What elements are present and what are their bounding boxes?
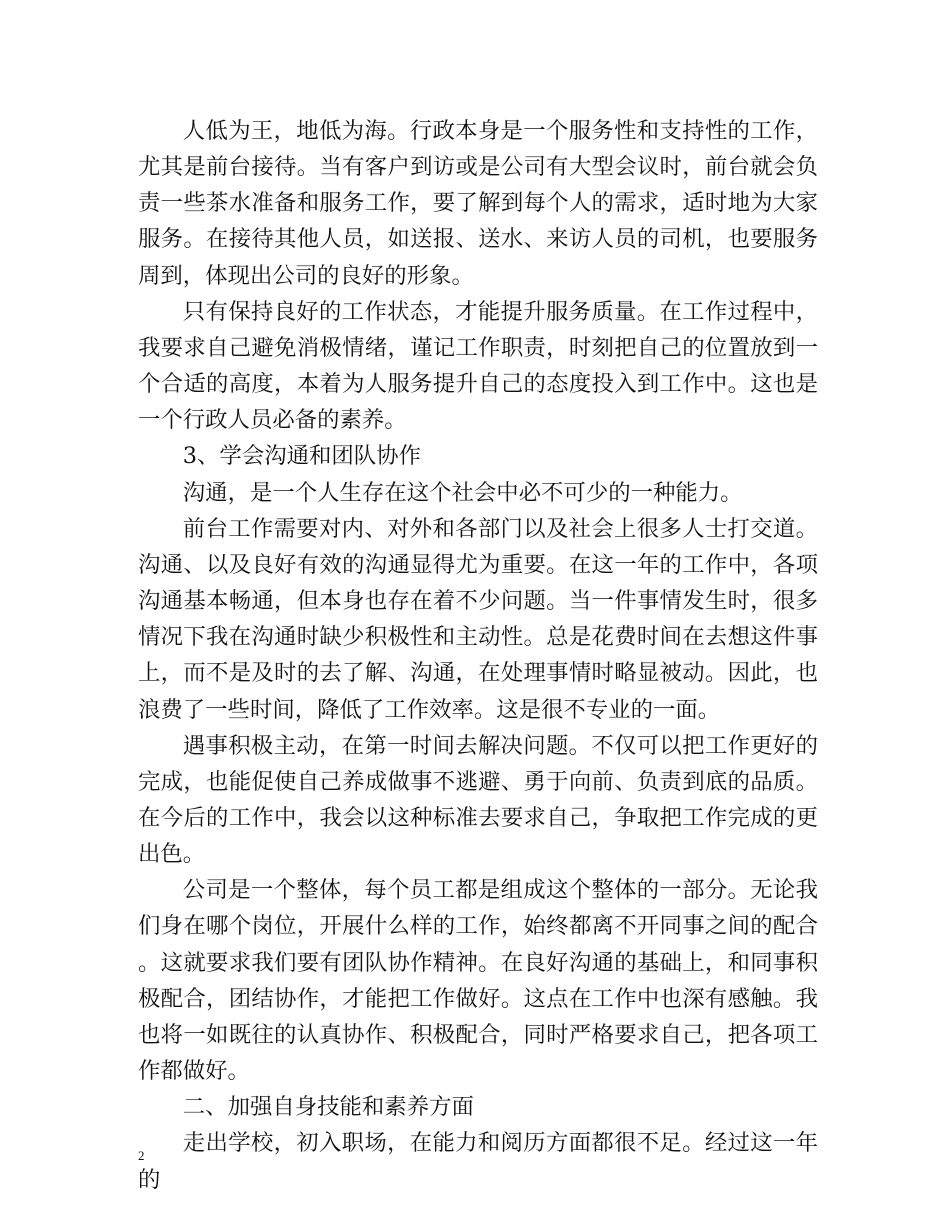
paragraph: 沟通，是一个人生存在这个社会中必不可少的一种能力。 bbox=[182, 479, 743, 506]
document-body bbox=[138, 113, 818, 1198]
section-heading: 3、学会沟通和团队协作 bbox=[182, 443, 421, 470]
paragraph: 前台工作需要对内、对外和各部门以及社会上很多人士打交道。沟通、以及良好有效的沟通显得尤为重要。在这一年的工作中，各项沟通基本畅通，但本身也存在着不少问题。当一件事情发生时，很多情况下我在沟通时缺少积极性和主动性。总是花费时间在去想这件事上，而不是及时的去了解、沟通，在处理事情时略显被动。因此，也浪费了一些时间，降低了工作效率。这是很不专业的一面。 bbox=[138, 515, 818, 723]
paragraph: 走出学校，初入职场，在能力和阅历方面都很不足。经过这一年的 bbox=[138, 1130, 818, 1193]
section-heading: 二、加强自身技能和素养方面 bbox=[182, 1094, 474, 1121]
paragraph: 人低为王，地低为海。行政本身是一个服务性和支持性的工作，尤其是前台接待。当有客户到访或是公司有大型会议时，前台就会负责一些茶水准备和服务工作，要了解到每个人的需求，适时地为大家服务。在接待其他人员，如送报、送水、来访人员的司机，也要服务周到，体现出公司的良好的形象。 bbox=[138, 118, 818, 289]
paragraph: 公司是一个整体，每个员工都是组成这个整体的一部分。无论我们身在哪个岗位，开展什么样的工作，始终都离不开同事之间的配合。这就要求我们要有团队协作精神。在良好沟通的基础上，和同事积极配合，团结协作，才能把工作做好。这点在工作中也深有感触。我也将一如既往的认真协作、积极配合，同时严格要求自己，把各项工作都做好。 bbox=[138, 877, 818, 1085]
page-number: 2 bbox=[138, 1148, 145, 1163]
paragraph: 只有保持良好的工作状态，才能提升服务质量。在工作过程中，我要求自己避免消极情绪，谨记工作职责，时刻把自己的位置放到一个合适的高度，本着为人服务提升自己的态度投入到工作中。这也是一个行政人员必备的素养。 bbox=[138, 298, 818, 434]
paragraph: 遇事积极主动，在第一时间去解决问题。不仅可以把工作更好的完成，也能促使自己养成做事不逃避、勇于向前、负责到底的品质。在今后的工作中，我会以这种标准去要求自己，争取把工作完成的更出色。 bbox=[138, 732, 818, 868]
